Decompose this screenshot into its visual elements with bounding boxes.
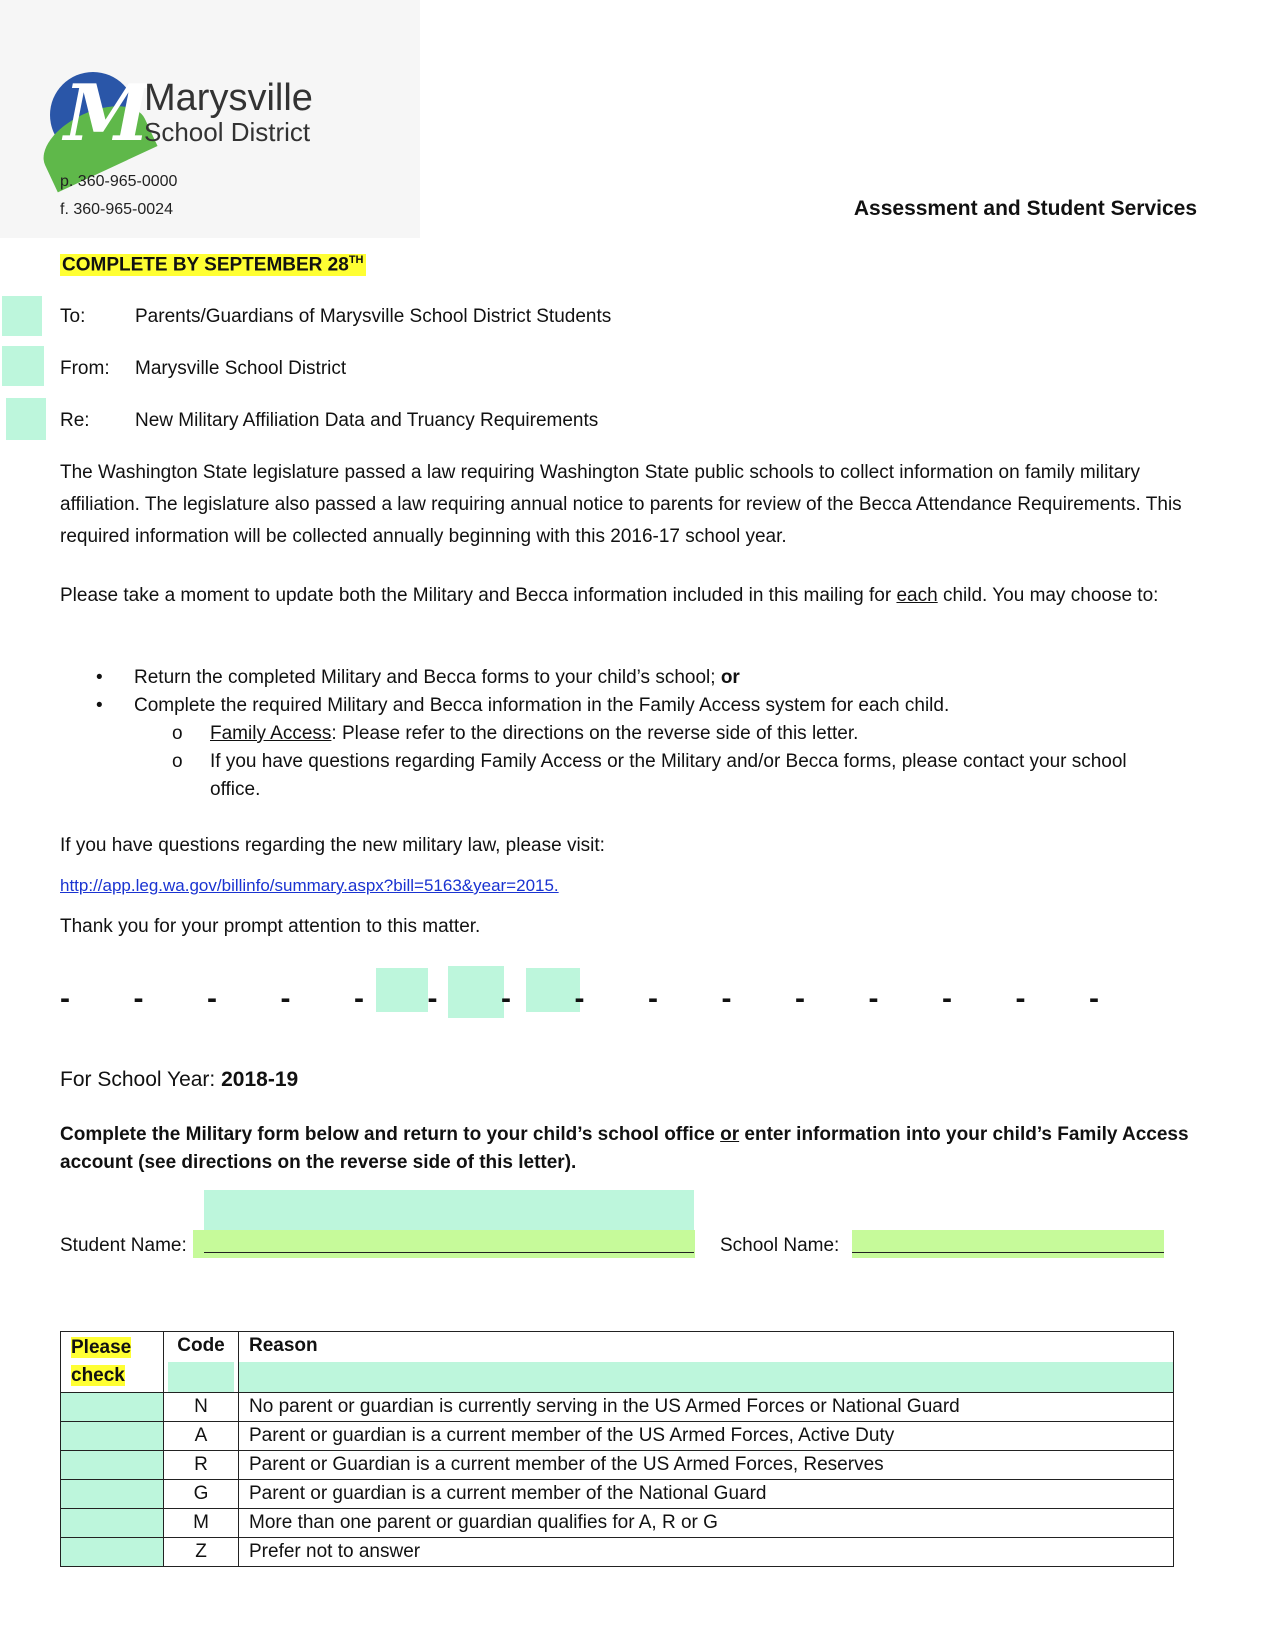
legislation-link[interactable]: http://app.leg.wa.gov/billinfo/summary.aspx?bill=5163&year=2015. bbox=[60, 876, 559, 895]
check-box[interactable] bbox=[61, 1393, 164, 1422]
logo-name: Marysville bbox=[144, 77, 313, 119]
school-year: For School Year: 2018-19 bbox=[60, 1068, 299, 1091]
check-box[interactable] bbox=[61, 1480, 164, 1509]
table-header-row bbox=[61, 1332, 1174, 1393]
military-affiliation-table bbox=[60, 1331, 1174, 1567]
table-row bbox=[61, 1509, 1174, 1538]
deadline-banner: COMPLETE BY SEPTEMBER 28TH bbox=[62, 254, 364, 276]
sub-bullet-glyph: o bbox=[172, 723, 183, 744]
cut-line-dash: - bbox=[1015, 982, 1026, 1015]
reason-cell: More than one parent or guardian qualifies for A, R or G bbox=[239, 1509, 1174, 1538]
bullet-return-forms: Return the completed Military and Becca forms to your child’s school; or bbox=[134, 667, 740, 688]
cut-line-dash: - bbox=[427, 982, 438, 1015]
cut-line-dash: - bbox=[280, 982, 291, 1015]
from-field-marker[interactable] bbox=[2, 346, 44, 386]
reason-cell: Parent or Guardian is a current member of the US Armed Forces, Reserves bbox=[239, 1451, 1174, 1480]
code-cell: R bbox=[164, 1451, 239, 1480]
school-name-label: School Name: bbox=[720, 1235, 840, 1256]
code-cell: A bbox=[164, 1422, 239, 1451]
student-name-input[interactable] bbox=[204, 1226, 694, 1253]
cut-line-dash: - bbox=[207, 982, 217, 1015]
cut-line-dash: - bbox=[574, 982, 585, 1015]
from-value: Marysville School District bbox=[135, 358, 347, 379]
table-row bbox=[61, 1480, 1174, 1509]
cutline-marker[interactable] bbox=[376, 968, 428, 1012]
cut-line-dash: - bbox=[795, 982, 805, 1015]
code-cell: Z bbox=[164, 1538, 239, 1567]
cut-line-dash: - bbox=[501, 982, 511, 1015]
student-name-label: Student Name: bbox=[60, 1235, 187, 1256]
table-row bbox=[61, 1538, 1174, 1567]
header-reason: Reason bbox=[239, 1332, 1174, 1393]
to-field-marker[interactable] bbox=[2, 296, 42, 336]
table-row bbox=[61, 1451, 1174, 1480]
to-label: To: bbox=[60, 306, 86, 327]
from-label: From: bbox=[60, 358, 110, 379]
sub-bullet-glyph: o bbox=[172, 751, 183, 772]
code-cell: N bbox=[164, 1393, 239, 1422]
cutline-marker[interactable] bbox=[448, 966, 504, 1018]
check-box[interactable] bbox=[61, 1509, 164, 1538]
header-code: Code bbox=[164, 1332, 239, 1393]
cut-line-dash: - bbox=[354, 982, 364, 1015]
re-value: New Military Affiliation Data and Truancy Requirements bbox=[135, 410, 599, 431]
logo-subtitle: School District bbox=[144, 117, 311, 147]
questions-text: If you have questions regarding the new military law, please visit: bbox=[60, 835, 605, 856]
cut-line-dash: - bbox=[1089, 982, 1099, 1015]
cut-line-dash: - bbox=[942, 982, 952, 1015]
check-box[interactable] bbox=[61, 1538, 164, 1567]
re-field-marker[interactable] bbox=[6, 398, 46, 440]
student-name-field-marker[interactable] bbox=[204, 1190, 694, 1230]
cutline-marker[interactable] bbox=[526, 968, 580, 1012]
re-label: Re: bbox=[60, 410, 90, 431]
reason-cell: No parent or guardian is currently serving in the US Armed Forces or National Guard bbox=[239, 1393, 1174, 1422]
cut-line-dash: - bbox=[721, 982, 732, 1015]
sub-bullet-contact: If you have questions regarding Family Access or the Military and/or Becca forms, please contact your school office. bbox=[210, 751, 1127, 800]
code-cell: M bbox=[164, 1509, 239, 1538]
to-value: Parents/Guardians of Marysville School District Students bbox=[135, 306, 612, 327]
school-name-input[interactable] bbox=[852, 1226, 1164, 1253]
cut-line-dash: - bbox=[60, 982, 70, 1015]
sub-bullet-directions: Family Access: Please refer to the directions on the reverse side of this letter. bbox=[210, 723, 859, 744]
check-box[interactable] bbox=[61, 1422, 164, 1451]
code-cell: G bbox=[164, 1480, 239, 1509]
reason-cell: Prefer not to answer bbox=[239, 1538, 1174, 1567]
reason-cell: Parent or guardian is a current member of the US Armed Forces, Active Duty bbox=[239, 1422, 1174, 1451]
table-row bbox=[61, 1422, 1174, 1451]
header-please-check: Please check bbox=[61, 1332, 164, 1393]
fax-number: f. 360-965-0024 bbox=[60, 201, 173, 218]
district-logo-icon: M bbox=[50, 72, 136, 158]
cut-line-dash: - bbox=[133, 982, 144, 1015]
intro-paragraph: The Washington State legislature passed a law requiring Washington State public schools to collect information on family military affiliation. The legislature also passed a law requiring annual notice to parents for review of the Becca Attendance Requirements. This required information will be collected annually beginning with this 2016-17 school year. bbox=[60, 462, 1182, 547]
form-instructions: Complete the Military form below and return to your child’s school office or enter information into your child’s Family Access account (see directions on the reverse side of this letter). bbox=[60, 1124, 1189, 1173]
bullet-family-access: Complete the required Military and Becca information in the Family Access system for each child. bbox=[134, 695, 950, 716]
check-box[interactable] bbox=[61, 1451, 164, 1480]
phone-number: p. 360-965-0000 bbox=[60, 173, 178, 190]
table-row bbox=[61, 1393, 1174, 1422]
instructions-paragraph: Please take a moment to update both the Military and Becca information included in this mailing for each child. You may choose to: bbox=[60, 585, 1159, 606]
cut-line-dash: - bbox=[868, 982, 879, 1015]
department-title: Assessment and Student Services bbox=[853, 197, 1197, 220]
cut-line-dash: - bbox=[648, 982, 658, 1015]
bullet-glyph: • bbox=[96, 695, 103, 716]
thank-you-text: Thank you for your prompt attention to this matter. bbox=[60, 916, 481, 937]
bullet-glyph: • bbox=[96, 667, 103, 688]
reason-cell: Parent or guardian is a current member of the National Guard bbox=[239, 1480, 1174, 1509]
